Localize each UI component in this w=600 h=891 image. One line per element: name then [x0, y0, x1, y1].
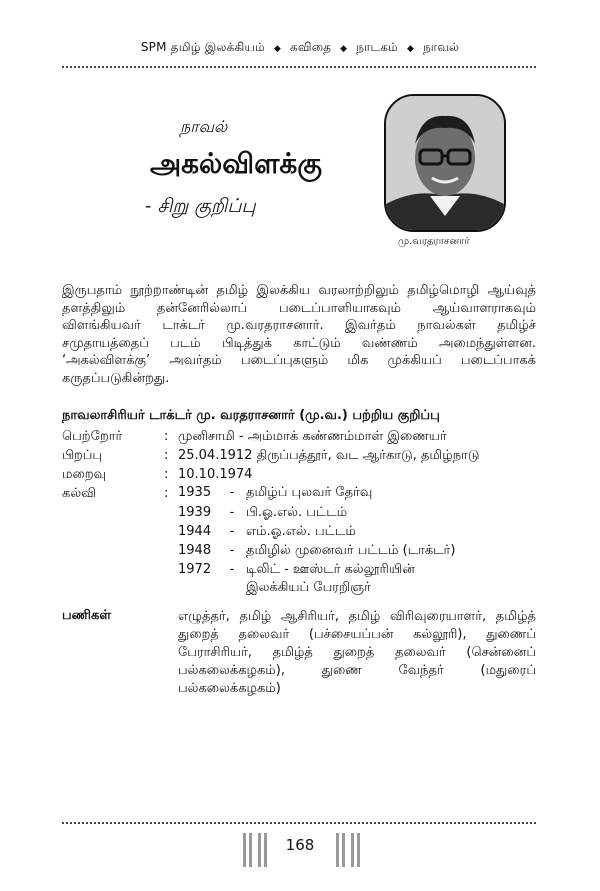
separator: :: [164, 467, 169, 482]
education-dash: -: [229, 562, 235, 577]
portrait-caption: மு.வரதராசனார்: [398, 236, 470, 247]
page-subtitle: - சிறு குறிப்பு: [145, 195, 256, 217]
separator: :: [164, 486, 169, 501]
education-item: [178, 543, 455, 559]
birth-label: பிறப்பு: [62, 448, 103, 463]
parents-value: முனிசாமி - அம்மாக் கண்ணம்மாள் இணையர்: [178, 429, 447, 444]
education-desc: தமிழ்ப் புலவர் தேர்வு: [246, 485, 373, 500]
decorative-bars: [258, 833, 268, 867]
genre-label: நாவல்: [180, 117, 228, 136]
intro-paragraph: இருபதாம் நூற்றாண்டின் தமிழ் இலக்கிய வரலாற்றிலும் தமிழ்மொழி ஆய்வுத் தளத்திலும் தன்னேரில்லாப் படைப்பாளியாகவும் ஆய்வாளராகவும் விளங்கியவர் டாக்டர் மு.வரதராசனார். இவர்தம் நாவல்கள் தமிழ்ச் சமுதாயத்தைப் படம் பிடித்துக் காட்டும் வண்ணம் அமைந்துள்ளன. ‘அகல்விளக்கு’ அவர்தம் படைப்புகளும் மிக முக்கியப் படைப்பாகக் கருதப்படுகின்றது.: [62, 283, 536, 386]
work-label: பணிகள்: [62, 608, 112, 623]
diamond-icon: ◆: [340, 44, 348, 54]
death-value: 10.10.1974: [178, 467, 253, 482]
education-year: 1948: [178, 543, 212, 558]
education-year: 1935: [178, 485, 212, 500]
section-heading: நாவலாசிரியர் டாக்டர் மு. வரதராசனார் (மு.வ.) பற்றிய குறிப்பு: [62, 408, 440, 423]
header-item: கவிதை: [290, 40, 332, 54]
separator: :: [164, 448, 169, 463]
diamond-icon: ◆: [273, 44, 282, 54]
dotted-divider: [62, 822, 536, 824]
page-number: 168: [285, 836, 315, 854]
decorative-bars: [336, 833, 346, 867]
education-desc-continued: இலக்கியப் பேரறிஞர்: [246, 580, 371, 595]
page-header: [0, 40, 600, 56]
education-desc: டிலிட் - ஊஸ்டர் கல்லூரியின்: [246, 562, 415, 577]
education-desc: தமிழில் முனைவர் பட்டம் (டாக்டர்): [246, 543, 456, 558]
education-desc: எம்.ஓ.எல். பட்டம்: [246, 524, 356, 539]
death-label: மறைவு: [62, 467, 107, 482]
education-desc: பி.ஓ.எல். பட்டம்: [246, 505, 348, 520]
header-item: SPM தமிழ் இலக்கியம்: [140, 40, 265, 54]
education-year: 1939: [178, 505, 212, 520]
portrait-illustration: [386, 96, 504, 230]
education-item: [178, 505, 347, 521]
diamond-icon: ◆: [406, 44, 415, 54]
education-dash: -: [229, 485, 235, 500]
parents-label: பெற்றோர்: [62, 429, 123, 444]
decorative-bars: [351, 833, 361, 867]
dotted-divider: [62, 66, 536, 68]
education-item: [178, 562, 415, 578]
author-portrait: [384, 94, 506, 232]
education-item: [178, 485, 372, 501]
header-item: நாடகம்: [356, 40, 398, 54]
education-dash: -: [229, 505, 235, 520]
education-item: [178, 524, 356, 540]
birth-value: 25.04.1912 திருப்பத்தூர், வட ஆர்காடு, தமிழ்நாடு: [178, 448, 480, 463]
education-year: 1972: [178, 562, 212, 577]
education-label: கல்வி: [62, 486, 96, 501]
education-dash: -: [229, 524, 235, 539]
decorative-bars: [243, 833, 253, 867]
education-year: 1944: [178, 524, 212, 539]
page-title: அகல்விளக்கு: [150, 147, 323, 180]
education-dash: -: [229, 543, 235, 558]
separator: :: [164, 429, 169, 444]
header-item: நாவல்: [423, 40, 460, 54]
work-text: எழுத்தர், தமிழ் ஆசிரியர், தமிழ் விரிவுரையாளர், தமிழ்த் துறைத் தலைவர் (பச்சையப்பன் கல்லூரி), துணைப் பேராசிரியர், தமிழ்த் துறைத் தலைவர் (சென்னைப் பல்கலைக்கழகம்), துணை வேந்தர் (மதுரைப் பல்கலைக்கழகம்): [178, 609, 536, 696]
